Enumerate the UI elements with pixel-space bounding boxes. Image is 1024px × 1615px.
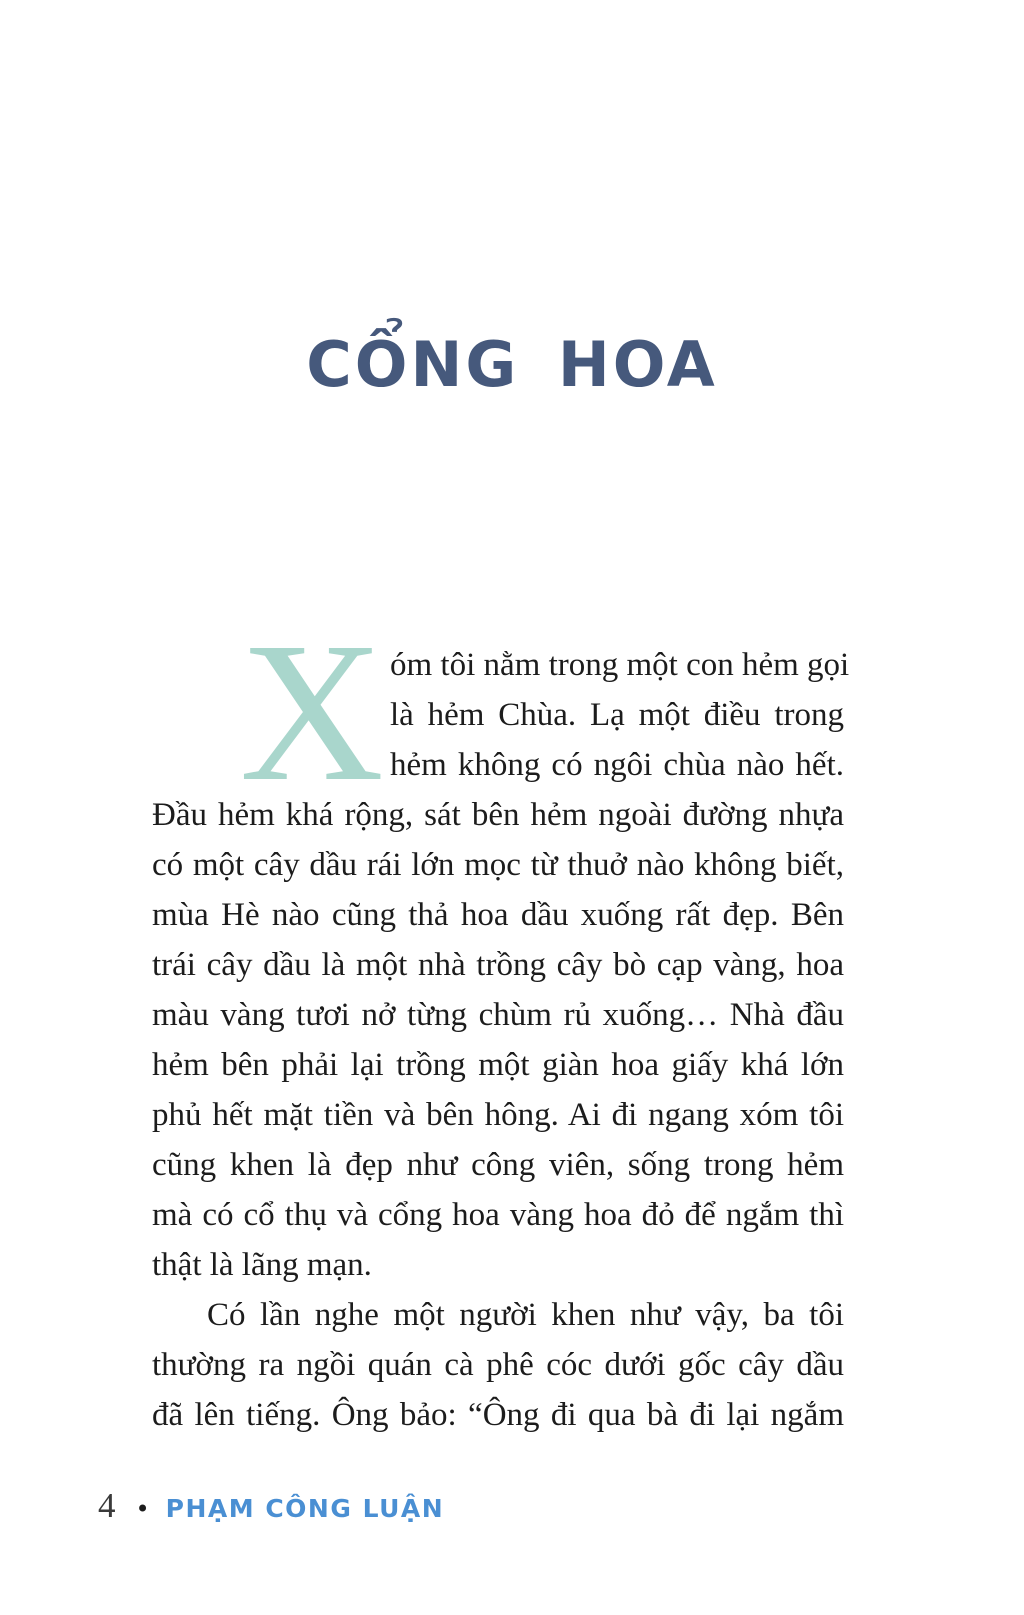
text-line: óm tôi nằm trong một con hẻm gọi: [390, 647, 850, 683]
drop-cap-letter: X: [239, 602, 384, 823]
text-line: màu vàng tươi nở từng chùm rủ xuống… Nhà đầu: [152, 997, 844, 1033]
text-line: phủ hết mặt tiền và bên hông. Ai đi ngang xóm tôi: [152, 1097, 844, 1133]
text-line: là hẻm Chùa. Lạ một điều trong: [390, 697, 844, 733]
text-line: Có lần nghe một người khen như vậy, ba tôi: [207, 1297, 844, 1333]
text-line: đã lên tiếng. Ông bảo: “Ông đi qua bà đi lại ngắm: [152, 1397, 844, 1433]
text-line: hẻm bên phải lại trồng một giàn hoa giấy khá lớn: [152, 1047, 844, 1083]
text-line: có một cây dầu rái lớn mọc từ thuở nào không biết,: [152, 847, 844, 883]
text-line: thường ra ngồi quán cà phê cóc dưới gốc cây dầu: [152, 1347, 844, 1383]
bullet-separator-icon: •: [135, 1495, 150, 1523]
text-line: hẻm không có ngôi chùa nào hết.: [390, 747, 844, 783]
text-line: cũng khen là đẹp như công viên, sống trong hẻm: [152, 1147, 844, 1183]
text-line: mùa Hè nào cũng thả hoa dầu xuống rất đẹp. Bên: [152, 897, 844, 933]
text-line: trái cây dầu là một nhà trồng cây bò cạp vàng, hoa: [152, 947, 844, 983]
page-footer: [98, 1486, 444, 1526]
text-line: Đầu hẻm khá rộng, sát bên hẻm ngoài đường nhựa: [152, 797, 844, 833]
author-name: PHẠM CÔNG LUẬN: [165, 1494, 445, 1523]
chapter-title: CỔNG HOA: [306, 327, 718, 401]
text-line: mà có cổ thụ và cổng hoa vàng hoa đỏ để ngắm thì: [152, 1197, 844, 1233]
text-line: thật là lãng mạn.: [152, 1247, 372, 1283]
page-number: 4: [98, 1486, 116, 1525]
paragraph: [152, 602, 850, 1290]
paragraph: [152, 1290, 844, 1440]
body-text: [152, 602, 850, 1440]
